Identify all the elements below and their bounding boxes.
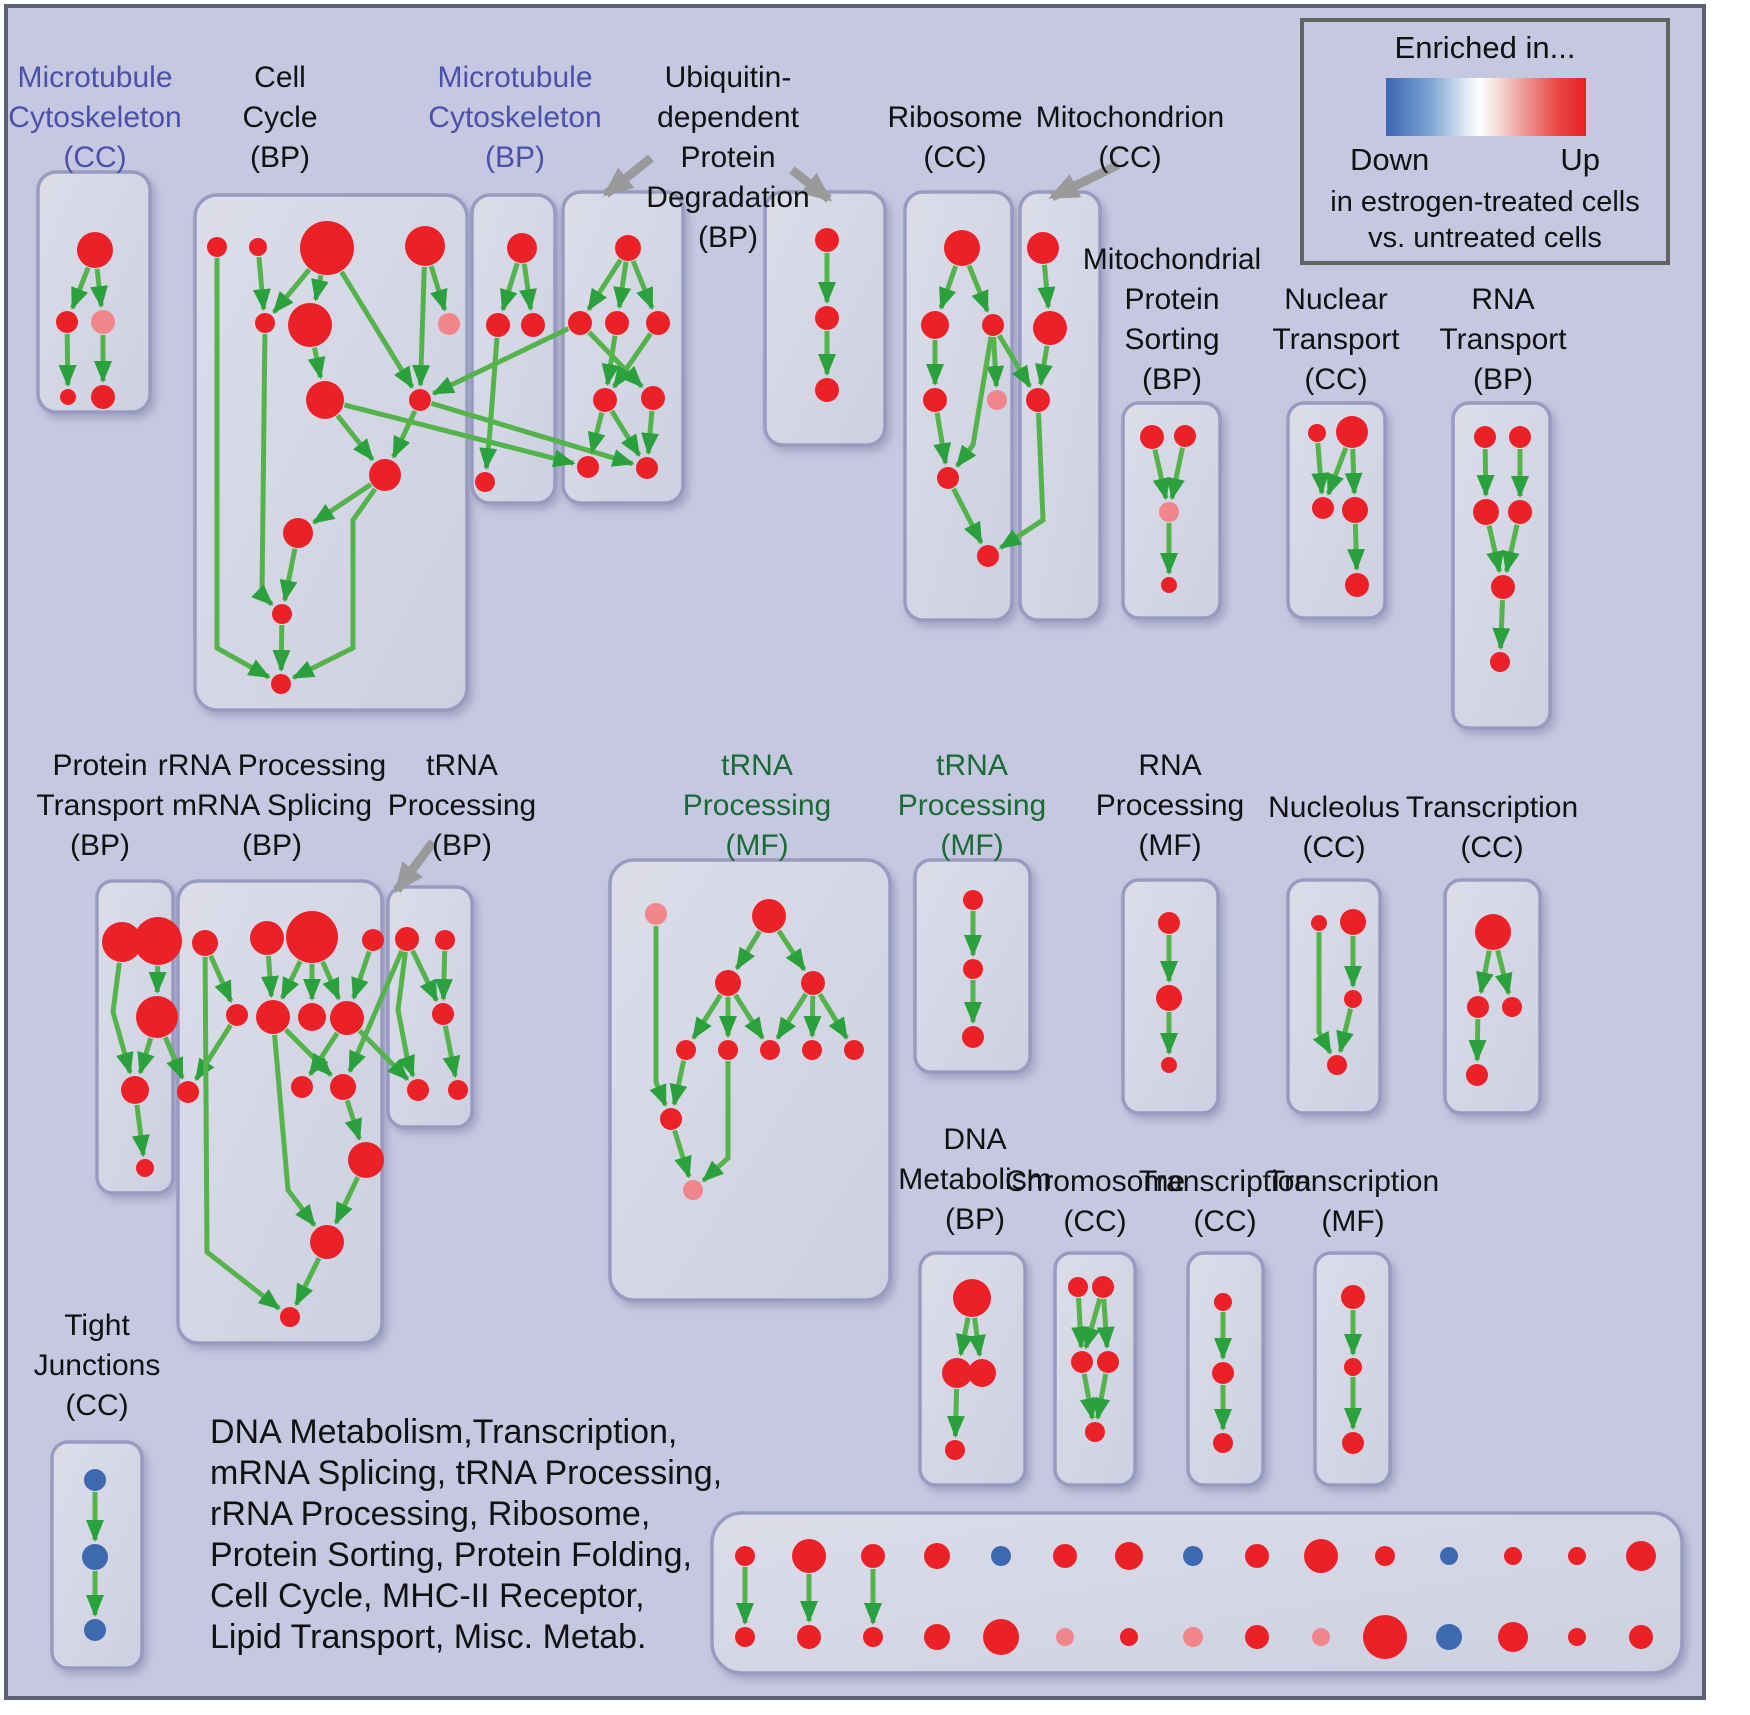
go-term-node (256, 1000, 290, 1034)
cluster-label-line: Transcription (1405, 791, 1579, 824)
edge-arrow (812, 996, 813, 1036)
go-term-node (683, 1180, 703, 1200)
go-term-node (121, 1076, 149, 1104)
go-term-node (272, 604, 292, 624)
go-term-node (1342, 497, 1368, 523)
go-term-node (1327, 1055, 1347, 1075)
go-term-node (310, 1225, 344, 1259)
go-term-node (298, 1003, 326, 1031)
go-term-node (1504, 1547, 1522, 1565)
go-term-node (1183, 1546, 1203, 1566)
go-term-node (797, 1625, 821, 1649)
cluster-label-line: Processing (682, 789, 832, 822)
go-term-node (963, 959, 983, 979)
cluster-label-line: Mitochondrial (1082, 243, 1262, 276)
group-box-bx-strip (712, 1513, 1682, 1673)
go-term-node (1115, 1542, 1143, 1570)
cluster-label-line: Cycle (242, 101, 318, 134)
go-term-node (1245, 1544, 1269, 1568)
cluster-label-line: Protein (680, 141, 776, 174)
go-term-node (944, 230, 980, 266)
go-term-node (177, 1081, 199, 1103)
cluster-label-line: (MF) (940, 829, 1004, 862)
go-term-node (255, 313, 275, 333)
go-term-node (1363, 1615, 1407, 1659)
cluster-label-line: rRNA Processing (157, 749, 387, 782)
go-term-node (250, 921, 284, 955)
go-term-node (1341, 1285, 1365, 1309)
go-term-node (1475, 914, 1511, 950)
go-term-node (1345, 573, 1369, 597)
go-term-node (1085, 1422, 1105, 1442)
cluster-label-line: (MF) (1138, 829, 1202, 862)
go-term-node (923, 388, 947, 412)
legend-down-label: Down (1350, 142, 1430, 177)
go-term-node (1626, 1541, 1656, 1571)
go-term-node (863, 1627, 883, 1647)
go-term-node (735, 1546, 755, 1566)
cluster-label-line: (MF) (725, 829, 789, 862)
cluster-label-line: (CC) (1304, 363, 1368, 396)
go-term-node (1183, 1627, 1203, 1647)
cluster-label-line: Mitochondrion (1035, 101, 1225, 134)
go-term-node (1312, 497, 1334, 519)
go-term-node (792, 1539, 826, 1573)
cluster-label-line: (BP) (249, 141, 310, 174)
cluster-label-line: Transcription (1138, 1165, 1312, 1198)
cluster-label-line: Transport (1272, 323, 1400, 356)
cluster-label-line: (CC) (65, 1389, 129, 1422)
cluster-label-line: dependent (657, 101, 799, 134)
cluster-label-line: Microtubule (17, 61, 173, 94)
misc-categories-line: Protein Sorting, Protein Folding, (210, 1536, 692, 1574)
cluster-label-line: Processing (387, 789, 537, 822)
go-term-node (435, 930, 455, 950)
go-term-node (1490, 652, 1510, 672)
cluster-label-line: Metabolism (898, 1163, 1052, 1196)
go-term-node (448, 1080, 468, 1100)
group-box-bx-trnamf1 (610, 860, 890, 1300)
cluster-label-line: Protein (1124, 283, 1220, 316)
cluster-label-line: (CC) (1302, 831, 1366, 864)
go-term-node (1312, 1628, 1330, 1646)
go-term-node (968, 1359, 996, 1387)
go-term-node (1304, 1539, 1338, 1573)
go-term-node (1027, 232, 1059, 264)
cluster-label-line: (MF) (1321, 1205, 1385, 1238)
group-box-bx-nucl (1288, 880, 1380, 1113)
go-term-node (1213, 1433, 1233, 1453)
cluster-label-line: Transport (1439, 323, 1567, 356)
go-term-node (1440, 1547, 1458, 1565)
go-term-node (306, 381, 344, 419)
go-term-node (1568, 1628, 1586, 1646)
go-term-node (718, 1040, 738, 1060)
edge-arrow (955, 1389, 956, 1436)
cluster-label-line: (BP) (697, 221, 758, 254)
go-term-node (983, 1619, 1019, 1655)
cluster-label-line: Ubiquitin- (664, 61, 792, 94)
cluster-label-line: (CC) (63, 141, 127, 174)
go-term-node (1467, 996, 1489, 1018)
cluster-label-line: Processing (1095, 789, 1245, 822)
go-term-node (568, 311, 592, 335)
cluster-label-line: (CC) (923, 141, 987, 174)
go-term-node (1466, 1064, 1488, 1086)
go-term-node (1026, 388, 1050, 412)
go-term-node (1068, 1277, 1088, 1297)
cluster-label-line: (BP) (69, 829, 130, 862)
go-term-node (1120, 1628, 1138, 1646)
cluster-label-line: Cytoskeleton (8, 101, 182, 134)
cluster-label-line: Ribosome (887, 101, 1023, 134)
cluster-label-line: Nuclear (1284, 283, 1388, 316)
go-term-node (409, 389, 431, 411)
go-term-node (405, 226, 445, 266)
go-term-node (815, 306, 839, 330)
go-term-node (982, 314, 1004, 336)
go-term-node (660, 1108, 682, 1130)
go-term-node (1097, 1351, 1119, 1373)
go-term-node (715, 970, 741, 996)
edge-arrow (1485, 449, 1486, 495)
cluster-label-line: mRNA Splicing (171, 789, 373, 822)
group-box-bx-rnat (1453, 403, 1550, 728)
edge-arrow (67, 334, 68, 385)
cluster-label-line: Transport (36, 789, 164, 822)
go-term-node (1174, 425, 1196, 447)
cluster-label-line: (BP) (1141, 363, 1202, 396)
go-term-node (283, 518, 313, 548)
go-term-node (1092, 1276, 1114, 1298)
go-term-node (937, 467, 959, 489)
cluster-label-line: tRNA (426, 749, 498, 782)
go-term-node (1161, 577, 1177, 593)
go-term-node (861, 1544, 885, 1568)
go-term-node (1344, 990, 1362, 1008)
go-term-node (1140, 425, 1164, 449)
go-term-node (136, 996, 178, 1038)
go-term-node (91, 310, 115, 334)
go-term-node (593, 388, 617, 412)
cluster-label-line: Tight (64, 1309, 130, 1342)
go-term-node (977, 545, 999, 567)
go-term-node (636, 457, 658, 479)
go-term-node (207, 237, 227, 257)
edge-arrow (994, 337, 997, 386)
go-term-node (300, 221, 354, 275)
go-term-node (1308, 424, 1326, 442)
cluster-label-line: (BP) (944, 1203, 1005, 1236)
edge-arrow (1501, 600, 1503, 648)
go-term-node (407, 1079, 429, 1101)
cluster-label-line: (BP) (1472, 363, 1533, 396)
cluster-label-line: Degradation (646, 181, 810, 214)
go-term-node (945, 1440, 965, 1460)
go-term-node (432, 1003, 454, 1025)
cluster-label-line: RNA (1138, 749, 1202, 782)
go-term-node (60, 389, 76, 405)
go-term-node (924, 1543, 950, 1569)
go-term-node (362, 929, 384, 951)
misc-categories-line: DNA Metabolism,Transcription, (210, 1413, 678, 1451)
go-term-node (991, 1546, 1011, 1566)
go-term-node (82, 1544, 108, 1570)
go-term-node (286, 911, 338, 963)
go-term-node (226, 1004, 248, 1026)
go-term-node (676, 1040, 696, 1060)
go-term-node (1212, 1362, 1234, 1384)
edge-arrow (1477, 1019, 1478, 1060)
edge-arrow (1079, 1298, 1082, 1347)
edge-arrow (1104, 1299, 1107, 1347)
go-term-node (1245, 1625, 1269, 1649)
go-term-node (192, 930, 218, 956)
cluster-label-line: (CC) (1460, 831, 1524, 864)
cluster-label-line: tRNA (721, 749, 793, 782)
go-term-node (395, 927, 419, 951)
go-term-node (271, 674, 291, 694)
go-term-node (1473, 499, 1499, 525)
go-term-node (760, 1040, 780, 1060)
go-term-node (615, 235, 641, 261)
legend (1300, 18, 1670, 265)
go-term-node (1156, 985, 1182, 1011)
go-term-node (438, 313, 460, 335)
misc-categories-line: mRNA Splicing, tRNA Processing, (210, 1454, 723, 1492)
go-term-node (507, 233, 537, 263)
go-term-node (1311, 915, 1327, 931)
go-term-node (1342, 1432, 1364, 1454)
cluster-label-line: Junctions (33, 1349, 161, 1382)
go-term-node (987, 390, 1007, 410)
go-term-node (1491, 575, 1515, 599)
cluster-label-line: Processing (897, 789, 1047, 822)
legend-gradient-bar (1386, 78, 1586, 136)
go-term-node (330, 1074, 356, 1100)
legend-up-label: Up (1560, 142, 1600, 177)
go-term-node (921, 311, 949, 339)
cluster-label-line: tRNA (936, 749, 1008, 782)
go-term-node (942, 1358, 972, 1388)
go-term-node (605, 311, 629, 335)
go-term-node (348, 1142, 384, 1178)
go-term-node (1158, 912, 1180, 934)
cluster-label-line: Nucleolus (1268, 791, 1400, 824)
cluster-label-line: Sorting (1124, 323, 1220, 356)
go-term-node (486, 313, 510, 337)
go-term-node (1375, 1546, 1395, 1566)
misc-categories-line: Cell Cycle, MHC-II Receptor, (210, 1577, 645, 1615)
cluster-label-line: Chromosome (1004, 1165, 1186, 1198)
go-term-node (369, 459, 401, 491)
go-term-node (752, 899, 786, 933)
cluster-label-line: (BP) (241, 829, 302, 862)
edge-arrow (1355, 524, 1356, 569)
go-term-node (77, 232, 113, 268)
go-term-node (815, 378, 839, 402)
go-term-node (577, 456, 599, 478)
go-term-node (1053, 1544, 1077, 1568)
go-term-node (1344, 1358, 1362, 1376)
go-term-node (91, 385, 115, 409)
go-term-node (134, 917, 182, 965)
go-term-node (815, 228, 839, 252)
go-term-node (56, 311, 78, 333)
go-term-node (1502, 997, 1522, 1017)
edge-arrow (1353, 449, 1355, 493)
cluster-label-line: (BP) (485, 141, 545, 174)
go-term-node (953, 1279, 991, 1317)
go-term-node (1629, 1625, 1653, 1649)
go-term-node (1056, 1628, 1074, 1646)
go-term-node (249, 238, 267, 256)
go-term-node (288, 303, 332, 347)
group-box-bx-mtcc (38, 172, 150, 412)
go-term-node (1161, 1057, 1177, 1073)
cluster-label-line: (BP) (432, 829, 492, 862)
go-term-node (1336, 416, 1368, 448)
cluster-label-line: Microtubule (437, 61, 593, 94)
cluster-label-line: Cytoskeleton (428, 101, 602, 134)
edge-arrow (268, 956, 271, 996)
edge-arrow (443, 951, 444, 999)
go-term-node (521, 313, 545, 337)
go-term-node (330, 1001, 364, 1035)
go-term-node (1436, 1624, 1462, 1650)
go-term-node (1071, 1351, 1093, 1373)
go-term-node (801, 971, 825, 995)
go-term-node (84, 1619, 106, 1641)
go-term-node (924, 1624, 950, 1650)
misc-categories-line: rRNA Processing, Ribosome, (210, 1495, 651, 1533)
cluster-label-line: Protein (52, 749, 148, 782)
go-term-node (1159, 502, 1179, 522)
go-term-node (1498, 1622, 1528, 1652)
edge-arrow (281, 625, 282, 670)
go-term-node (291, 1076, 313, 1098)
go-term-node (136, 1159, 154, 1177)
go-term-node (280, 1307, 300, 1327)
cluster-label-line: DNA (943, 1123, 1007, 1156)
go-term-node (1568, 1547, 1586, 1565)
go-term-node (802, 1040, 822, 1060)
misc-categories-line: Lipid Transport, Misc. Metab. (210, 1618, 647, 1656)
cluster-label-line: Transcription (1266, 1165, 1440, 1198)
go-term-node (735, 1627, 755, 1647)
go-term-node (844, 1040, 864, 1060)
go-term-node (84, 1469, 106, 1491)
go-term-node (1508, 500, 1532, 524)
go-term-node (475, 472, 495, 492)
cluster-label-line: RNA (1471, 283, 1535, 316)
go-term-node (962, 1026, 984, 1048)
go-term-node (1340, 909, 1366, 935)
go-term-node (963, 890, 983, 910)
go-term-node (1474, 426, 1496, 448)
cluster-label-line: (CC) (1193, 1205, 1257, 1238)
go-term-node (645, 903, 667, 925)
legend-title: Enriched in... (1394, 30, 1576, 65)
cluster-label-line: Cell (254, 61, 306, 94)
go-term-node (1214, 1293, 1232, 1311)
legend-subtitle-1: in estrogen-treated cells (1330, 186, 1640, 218)
cluster-label-line: (CC) (1063, 1205, 1127, 1238)
legend-subtitle-2: vs. untreated cells (1368, 222, 1602, 254)
go-term-node (1509, 426, 1531, 448)
cluster-label-line: (CC) (1098, 141, 1162, 174)
go-term-node (646, 311, 670, 335)
go-term-node (641, 386, 665, 410)
go-term-node (1033, 311, 1067, 345)
